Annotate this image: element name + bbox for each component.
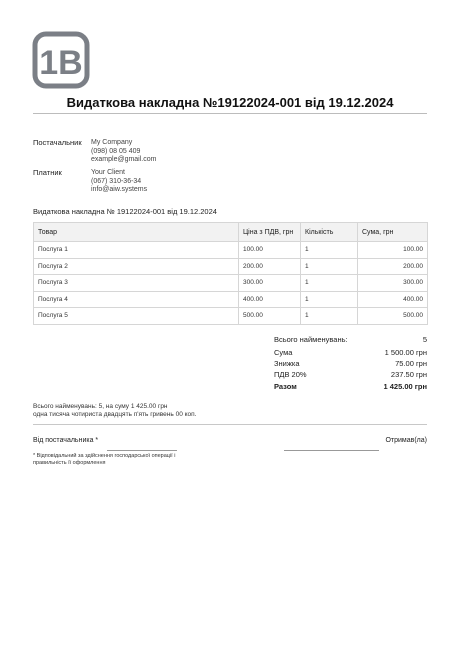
table-row: [34, 291, 428, 308]
cell-quantity: 1: [301, 258, 358, 275]
cell-price: 500.00: [239, 308, 301, 325]
payer-email: info@aiw.systems: [91, 186, 148, 193]
header-price: Ціна з ПДВ, грн: [239, 223, 301, 242]
cell-sum: 100.00: [358, 242, 428, 259]
summary-divider: [33, 424, 427, 425]
footnote-line-2: правильність її оформлення: [33, 459, 106, 466]
cell-product: Послуга 5: [34, 308, 239, 325]
invoice-title: Видаткова накладна №19122024-001 від 19.12.2024: [66, 95, 394, 110]
totals-grand-row: [274, 382, 427, 394]
cell-quantity: 1: [301, 308, 358, 325]
cell-sum: 400.00: [358, 291, 428, 308]
receiver-signature-label: Отримав(ла): [385, 437, 427, 444]
cell-price: 400.00: [239, 291, 301, 308]
cell-product: Послуга 1: [34, 242, 239, 259]
table-row: [34, 242, 428, 259]
supplier-label: Постачальник: [33, 138, 82, 147]
receiver-signature-line: [284, 450, 379, 451]
invoice-subtitle: Видаткова накладна № 19122024-001 від 19.12.2024: [33, 207, 217, 216]
supplier-phone: (098) 08 05 409: [91, 147, 141, 155]
summary-line-2: одна тисяча чотириста двадцять п'ять гривень 00 коп.: [33, 411, 197, 418]
cell-product: Послуга 2: [34, 258, 239, 275]
supplier-details: [91, 139, 156, 165]
header-sum: Сума, грн: [358, 223, 428, 242]
cell-sum: 300.00: [358, 275, 428, 292]
totals-vat-row: [274, 370, 427, 382]
supplier-email: example@gmail.com: [91, 156, 157, 163]
cell-quantity: 1: [301, 291, 358, 308]
totals-sum-label: Сума: [274, 348, 293, 357]
cell-price: 100.00: [239, 242, 301, 259]
cell-product: Послуга 4: [34, 291, 239, 308]
totals-vat-label: ПДВ 20%: [274, 370, 307, 379]
totals-discount-value: 75.00 грн: [395, 359, 427, 368]
totals-vat-value: 237.50 грн: [390, 370, 427, 379]
table-row: [34, 275, 428, 292]
totals-grand-label: Разом: [274, 382, 297, 391]
totals-grand-value: 1 425.00 грн: [383, 382, 427, 391]
footnote: [33, 453, 175, 466]
title-divider: [33, 113, 427, 114]
footnote-line-1: * Відповідальний за здійснення господарської операції і: [33, 453, 176, 459]
table-header-row: [34, 223, 428, 242]
totals-count-label: Всього найменувань:: [274, 335, 348, 344]
cell-price: 300.00: [239, 275, 301, 292]
cell-product: Послуга 3: [34, 275, 239, 292]
table-row: [34, 308, 428, 325]
cell-price: 200.00: [239, 258, 301, 275]
totals-count-value: 5: [422, 335, 427, 344]
header-product: Товар: [34, 223, 239, 242]
supplier-signature-label: Від постачальника *: [33, 437, 99, 444]
totals-count-row: [274, 335, 427, 347]
items-table: [33, 222, 428, 325]
supplier-name: My Company: [91, 139, 133, 146]
totals-sum-value: 1 500.00 грн: [384, 348, 427, 357]
payer-name: Your Client: [91, 169, 125, 176]
cell-quantity: 1: [301, 242, 358, 259]
cell-sum: 500.00: [358, 308, 428, 325]
payer-label: Платник: [33, 168, 62, 177]
totals-discount-label: Знижка: [274, 359, 300, 368]
table-row: [34, 258, 428, 275]
cell-quantity: 1: [301, 275, 358, 292]
payer-phone: (067) 310-36-34: [91, 177, 142, 185]
company-logo: [32, 31, 90, 89]
payer-details: [91, 169, 147, 195]
amount-summary: [33, 403, 196, 419]
summary-line-1: Всього найменувань: 5, на суму 1 425.00 грн: [33, 403, 168, 410]
svg-text:1B: 1B: [39, 44, 83, 82]
cell-sum: 200.00: [358, 258, 428, 275]
supplier-signature-line: [107, 450, 177, 451]
header-quantity: Кількість: [301, 223, 358, 242]
